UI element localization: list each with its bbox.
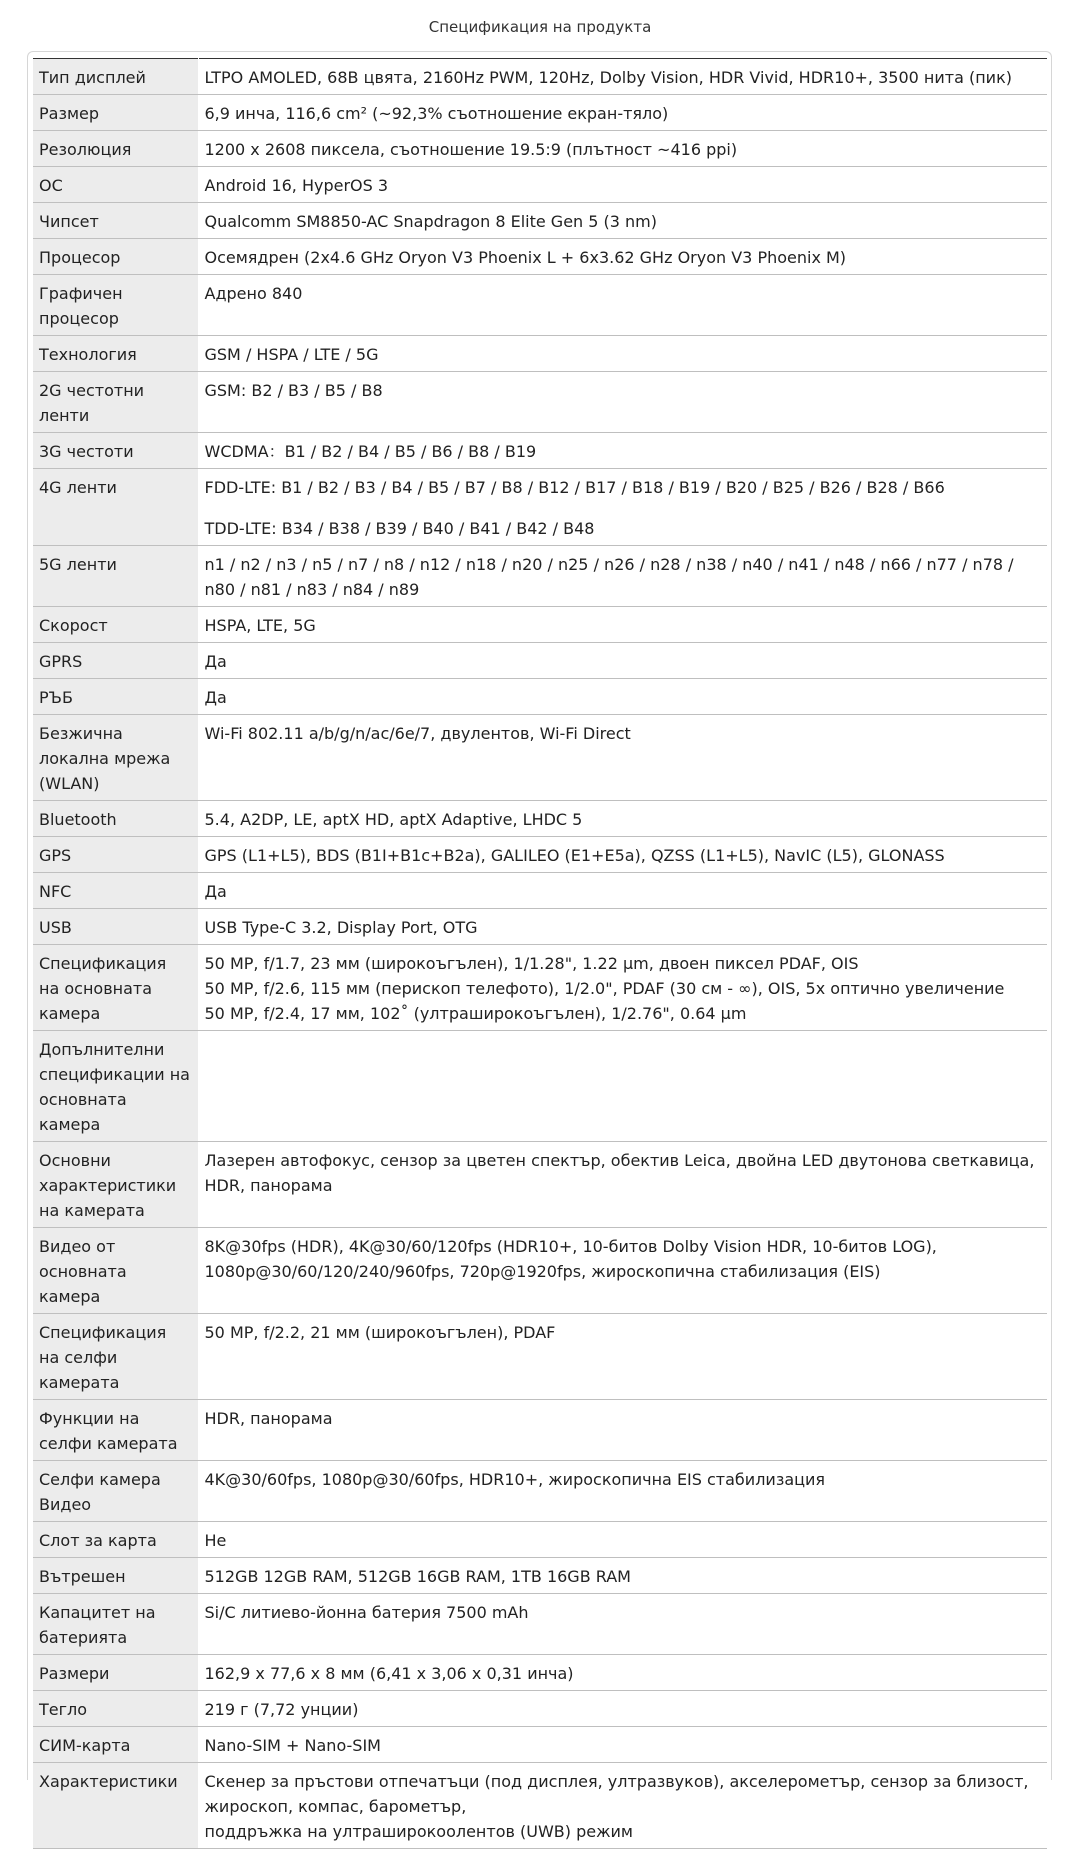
spec-label: NFC	[33, 873, 198, 909]
spec-row	[33, 1727, 1047, 1763]
spec-row	[33, 1031, 1047, 1142]
spec-label: Графичен процесор	[33, 275, 198, 336]
spec-value-line: GSM / HSPA / LTE / 5G	[204, 345, 379, 364]
spec-row	[33, 1522, 1047, 1558]
spec-value-line: GSM: B2 / B3 / B5 / B8	[204, 381, 383, 400]
spec-value-line: Лазерен автофокус, сензор за цветен спектър, обектив Leica, двойна LED двутонова светкавица, HDR, панорама	[204, 1151, 1035, 1195]
spec-row	[33, 1461, 1047, 1522]
spec-row	[33, 1142, 1047, 1228]
spec-value-line: LTPO AMOLED, 68В цвята, 2160Hz PWM, 120Hz, Dolby Vision, HDR Vivid, HDR10+, 3500 нита (пик)	[204, 68, 1012, 87]
spec-label: 2G честотни ленти	[33, 372, 198, 433]
spec-value-line: Осемядрен (2x4.6 GHz Oryon V3 Phoenix L + 6x3.62 GHz Oryon V3 Phoenix M)	[204, 248, 847, 267]
spec-value	[198, 167, 1047, 203]
spec-row	[33, 873, 1047, 909]
spec-value-line: 1200 x 2608 пиксела, съотношение 19.5:9 (плътност ~416 ppi)	[204, 140, 738, 159]
spec-row	[33, 95, 1047, 131]
spec-label: Функции на селфи камерата	[33, 1400, 198, 1461]
spec-label: Капацитет на батерията	[33, 1594, 198, 1655]
spec-table-container	[27, 51, 1052, 1841]
spec-label: Видео от основната камера	[33, 1228, 198, 1314]
spec-value	[198, 1142, 1047, 1228]
spec-label: Размер	[33, 95, 198, 131]
spec-value	[198, 1400, 1047, 1461]
spec-value	[198, 95, 1047, 131]
spec-row	[33, 679, 1047, 715]
spec-row	[33, 1763, 1047, 1849]
spec-value	[198, 909, 1047, 945]
spec-value-line: Si/C литиево-йонна батерия 7500 mAh	[204, 1603, 529, 1622]
spec-value-line: FDD-LTE: B1 / B2 / B3 / B4 / B5 / B7 / B8 / B12 / B17 / B18 / B19 / B20 / B25 / B26 / B28 / B66	[204, 478, 945, 497]
spec-value	[198, 1655, 1047, 1691]
spec-value-line: Не	[204, 1531, 227, 1550]
spec-label: GPRS	[33, 643, 198, 679]
spec-label: ОС	[33, 167, 198, 203]
line-gap	[205, 500, 1042, 516]
spec-value-line: GPS (L1+L5), BDS (B1I+B1c+B2a), GALILEO (E1+E5a), QZSS (L1+L5), NavIC (L5), GLONASS	[204, 846, 945, 865]
spec-value-line: 219 г (7,72 унции)	[204, 1700, 359, 1719]
spec-value-line: поддръжка на ултраширокоолентов (UWB) режим	[204, 1822, 633, 1841]
spec-row	[33, 1691, 1047, 1727]
spec-label: Тип дисплей	[33, 59, 198, 95]
spec-value	[198, 801, 1047, 837]
spec-row	[33, 239, 1047, 275]
spec-value-line: Скенер за пръстови отпечатъци (под дисплея, ултразвуков), акселерометър, сензор за близост, жироскоп, компас, барометър,	[204, 1772, 1029, 1816]
spec-value	[198, 1763, 1047, 1849]
spec-value-line: 50 MP, f/2.6, 115 мм (перископ телефото), 1/2.0", PDAF (30 см - ∞), OIS, 5x оптично увеличение	[204, 979, 1005, 998]
spec-value-line: Да	[204, 652, 227, 671]
spec-value-line: HDR, панорама	[204, 1409, 333, 1428]
spec-label: Характеристики	[33, 1763, 198, 1849]
spec-value	[198, 1031, 1047, 1142]
spec-label: Bluetooth	[33, 801, 198, 837]
spec-label: Тегло	[33, 1691, 198, 1727]
spec-value	[198, 679, 1047, 715]
spec-label: Вътрешен	[33, 1558, 198, 1594]
spec-row	[33, 372, 1047, 433]
spec-value-line: 162,9 x 77,6 x 8 мм (6,41 x 3,06 x 0,31 инча)	[204, 1664, 574, 1683]
spec-value-line: TDD-LTE: B34 / B38 / B39 / B40 / B41 / B42 / B48	[204, 519, 595, 538]
spec-value	[198, 607, 1047, 643]
spec-label: Спецификация на селфи камерата	[33, 1314, 198, 1400]
spec-label: Скорост	[33, 607, 198, 643]
spec-label: Слот за карта	[33, 1522, 198, 1558]
spec-label: РЪБ	[33, 679, 198, 715]
spec-row	[33, 801, 1047, 837]
spec-value-line: 5.4, A2DP, LE, aptX HD, aptX Adaptive, LHDC 5	[204, 810, 583, 829]
spec-row	[33, 1655, 1047, 1691]
spec-value	[198, 372, 1047, 433]
spec-label: 5G ленти	[33, 546, 198, 607]
spec-row	[33, 469, 1047, 546]
spec-value-line: Да	[204, 882, 227, 901]
spec-value	[198, 1228, 1047, 1314]
spec-value	[198, 1594, 1047, 1655]
spec-value	[198, 1314, 1047, 1400]
spec-value	[198, 1727, 1047, 1763]
spec-value	[198, 1522, 1047, 1558]
spec-label: Процесор	[33, 239, 198, 275]
spec-value	[198, 433, 1047, 469]
spec-row	[33, 59, 1047, 95]
spec-row	[33, 336, 1047, 372]
spec-row	[33, 1594, 1047, 1655]
spec-value-line: WCDMA：B1 / B2 / B4 / B5 / B6 / B8 / B19	[204, 442, 537, 461]
spec-value	[198, 837, 1047, 873]
spec-value	[198, 546, 1047, 607]
spec-row	[33, 1400, 1047, 1461]
spec-value	[198, 643, 1047, 679]
spec-label: СИМ-карта	[33, 1727, 198, 1763]
spec-value	[198, 873, 1047, 909]
spec-table-body	[33, 59, 1047, 1849]
spec-table	[33, 58, 1047, 1849]
spec-row	[33, 945, 1047, 1031]
spec-value	[198, 469, 1047, 546]
spec-label: GPS	[33, 837, 198, 873]
spec-value	[198, 275, 1047, 336]
spec-value-line: Адрено 840	[204, 284, 303, 303]
spec-row	[33, 203, 1047, 239]
spec-label: 3G честоти	[33, 433, 198, 469]
spec-value-line: 50 MP, f/1.7, 23 мм (широкоъгълен), 1/1.28", 1.22 µm, двоен пиксел PDAF, OIS	[204, 954, 859, 973]
spec-value-line: 512GB 12GB RAM, 512GB 16GB RAM, 1TB 16GB RAM	[204, 1567, 631, 1586]
spec-label: Технология	[33, 336, 198, 372]
spec-row	[33, 1314, 1047, 1400]
spec-label: Спецификация на основната камера	[33, 945, 198, 1031]
spec-value-line: 50 MP, f/2.2, 21 мм (широкоъгълен), PDAF	[204, 1323, 556, 1342]
spec-row	[33, 715, 1047, 801]
spec-row	[33, 643, 1047, 679]
spec-label: Безжична локална мрежа (WLAN)	[33, 715, 198, 801]
spec-label: Резолюция	[33, 131, 198, 167]
spec-row	[33, 275, 1047, 336]
spec-value-line: 6,9 инча, 116,6 cm² (~92,3% съотношение екран-тяло)	[204, 104, 669, 123]
spec-value-line: Wi-Fi 802.11 a/b/g/n/ac/6e/7, двулентов, Wi-Fi Direct	[204, 724, 631, 743]
spec-value-line: Да	[204, 688, 227, 707]
spec-value-line: Android 16, HyperOS 3	[204, 176, 389, 195]
spec-value-line: 8K@30fps (HDR), 4K@30/60/120fps (HDR10+, 10-битов Dolby Vision HDR, 10-битов LOG), 1080p@30/60/120/240/960fps, 720p@1920fps, жироскопична стабилизация (EIS)	[204, 1237, 937, 1281]
spec-value	[198, 203, 1047, 239]
spec-label: Чипсет	[33, 203, 198, 239]
spec-value-line: n1 / n2 / n3 / n5 / n7 / n8 / n12 / n18 / n20 / n25 / n26 / n28 / n38 / n40 / n41 / n48 / n66 / n77 / n78 / n80 / n81 / n83 / n84 / n89	[204, 555, 1014, 599]
page-title: Спецификация на продукта	[428, 18, 652, 36]
spec-value	[198, 131, 1047, 167]
spec-row	[33, 546, 1047, 607]
spec-label: 4G ленти	[33, 469, 198, 546]
spec-value	[198, 59, 1047, 95]
spec-row	[33, 167, 1047, 203]
spec-value	[198, 715, 1047, 801]
spec-label: Размери	[33, 1655, 198, 1691]
spec-value-line: Nano-SIM + Nano-SIM	[204, 1736, 381, 1755]
spec-value	[198, 1461, 1047, 1522]
spec-value	[198, 336, 1047, 372]
spec-row	[33, 1228, 1047, 1314]
spec-row	[33, 1558, 1047, 1594]
spec-label: Допълнителни спецификации на основната камера	[33, 1031, 198, 1142]
spec-label: Основни характеристики на камерата	[33, 1142, 198, 1228]
spec-label: USB	[33, 909, 198, 945]
spec-row	[33, 837, 1047, 873]
spec-row	[33, 607, 1047, 643]
spec-value-line: 4K@30/60fps, 1080p@30/60fps, HDR10+, жироскопична EIS стабилизация	[204, 1470, 826, 1489]
spec-row	[33, 909, 1047, 945]
spec-value-line: Qualcomm SM8850-AC Snapdragon 8 Elite Gen 5 (3 nm)	[204, 212, 657, 231]
spec-value-line: 50 MP, f/2.4, 17 мм, 102˚ (ултраширокоъгълен), 1/2.76", 0.64 µm	[204, 1004, 747, 1023]
spec-row	[33, 131, 1047, 167]
spec-value	[198, 1558, 1047, 1594]
spec-value	[198, 1691, 1047, 1727]
spec-value-line: HSPA, LTE, 5G	[204, 616, 316, 635]
spec-value	[198, 239, 1047, 275]
spec-value-line: USB Type-C 3.2, Display Port, OTG	[204, 918, 478, 937]
spec-row	[33, 433, 1047, 469]
spec-label: Селфи камера Видео	[33, 1461, 198, 1522]
spec-value	[198, 945, 1047, 1031]
